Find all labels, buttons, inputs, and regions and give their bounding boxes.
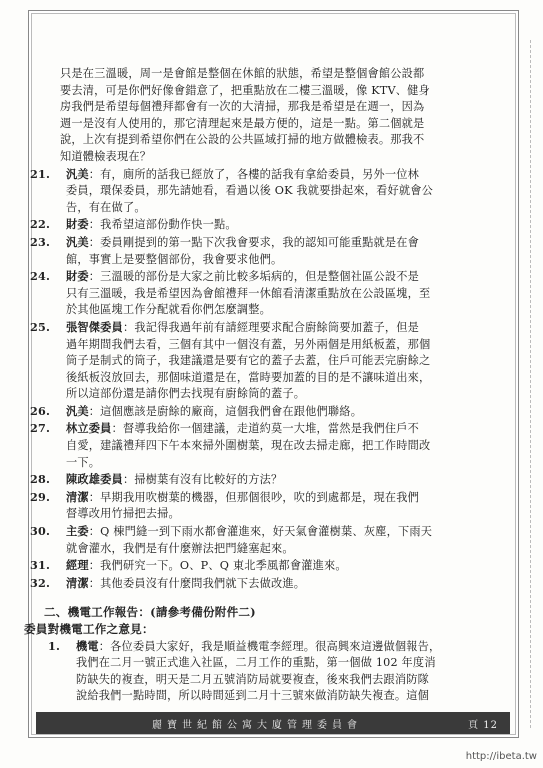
minutes-item	[30, 268, 480, 319]
section-items	[48, 638, 480, 705]
minutes-line: 過年期間我們去看，三個有其中一個沒有蓋，另外兩個是用紙板蓋，那個	[66, 337, 431, 351]
minutes-item	[30, 166, 480, 217]
report-text	[76, 638, 440, 705]
minutes-number: 31.	[30, 558, 51, 573]
minutes-item	[30, 557, 480, 575]
minutes-line	[66, 575, 480, 593]
minutes-item	[30, 489, 480, 523]
minutes-item	[30, 523, 480, 557]
minutes-line	[66, 557, 480, 575]
minutes-item	[30, 420, 480, 471]
minutes-number: 24.	[30, 269, 51, 284]
minutes-number: 30.	[30, 524, 51, 539]
minutes-line-text: ：三溫暖的部份是大家之前比較多垢病的，但是整個社區公設不是	[88, 270, 420, 284]
minutes-number: 27.	[30, 421, 51, 436]
speaker-name: 張智傑委員	[66, 319, 123, 334]
intro-line: 週一是沒有人使用的，那它清理起來是最方便的，這是一點。第二個就是	[60, 116, 425, 130]
intro-line: 知道體檢表現在？	[60, 149, 152, 163]
intro-line: 說，上次有提到希望你們在公設的公共區域打掃的地方做體檢表。那我不	[60, 133, 425, 147]
minutes-line-text: ：Q 棟門縫一到下雨水都會灌進來，好天氣會灌樹葉、灰塵，下雨天	[88, 525, 433, 539]
minutes-text	[66, 523, 480, 557]
minutes-line: 後紙板沒放回去，那個味道還是在，當時要加蓋的目的是不讓味道出來，	[66, 370, 431, 384]
watermark: http://ibeta.tw	[465, 751, 537, 762]
minutes-line	[66, 216, 480, 234]
speaker-name: 陳政雄委員	[66, 472, 123, 487]
minutes-number: 26.	[30, 403, 51, 418]
minutes-line	[66, 319, 480, 337]
minutes-line-text: ：其他委員沒有什麼問我們就下去做改進。	[88, 576, 306, 590]
minutes-line-text: ：掃樹葉有沒有比較好的方法？	[122, 473, 283, 487]
page-number: 頁 12	[468, 719, 498, 731]
minutes-item	[30, 471, 480, 489]
speaker-name: 主委	[66, 524, 89, 539]
minutes-line-text: ：早期我用吹樹葉的機器，但那個很吵，吹的到處都是，現在我們	[88, 490, 420, 504]
minutes-line	[66, 234, 480, 252]
minutes-text	[66, 403, 480, 421]
binding-margin	[530, 40, 537, 728]
minutes-number: 28.	[30, 472, 51, 487]
minutes-line: 所以這部份還是請你們去找現有廚餘筒的蓋子。	[66, 387, 306, 401]
intro-paragraph	[60, 66, 480, 166]
minutes-line	[66, 471, 480, 489]
minutes-line: 自愛，建議禮拜四下午本來掃外圍樹葉，現在改去掃走廊，把工作時間改	[66, 439, 431, 453]
minutes-line	[66, 403, 480, 421]
minutes-text	[66, 234, 480, 268]
minutes-item	[30, 319, 480, 403]
minutes-item	[30, 234, 480, 268]
minutes-item	[30, 403, 480, 421]
document-body	[24, 66, 480, 705]
minutes-text	[66, 557, 480, 575]
speaker-name: 汎美	[66, 403, 89, 418]
minutes-number: 23.	[30, 234, 51, 249]
intro-line: 要去清，可是你們好像會錯意了，把重點放在二樓三溫暖，像 KTV、健身	[60, 83, 430, 97]
minutes-line-text: ：我希望這部份動作快一點。	[88, 218, 237, 232]
speaker-name: 清潔	[66, 489, 89, 504]
minutes-number: 21.	[30, 166, 51, 181]
minutes-line: 督導改用竹掃把去掃。	[66, 507, 180, 521]
minutes-line-text: ：我們研究一下。O、P、Q 東北季風都會灌進來。	[88, 559, 347, 573]
speaker-name: 財委	[66, 269, 89, 284]
intro-line: 只是在三溫暖，周一是會館是整個在休館的狀態，希望是整個會館公設都	[60, 67, 425, 80]
speaker-name: 林立委員	[66, 421, 112, 436]
speaker-name: 汎美	[66, 166, 89, 181]
minutes-text	[66, 216, 480, 234]
minutes-line-text: ：有，廁所的話我已經放了，各樓的話我有拿給委員，另外一位林	[88, 167, 420, 181]
minutes-text	[66, 575, 480, 593]
report-line: 說給我們一點時間，所以時間延到二月十三號來做消防缺失複查。這個	[76, 689, 430, 703]
minutes-line: 告，有在做了。	[66, 200, 146, 214]
report-number: 1.	[48, 638, 61, 653]
minutes-line: 筒子是制式的筒子，我建議還是要有它的蓋子去蓋，住戶可能丟完廚餘之	[66, 354, 431, 368]
section-subtitle: 委員對機電工作之意見：	[24, 622, 154, 636]
report-line-text: ：各位委員大家好，我是順益機電李經理。很高興來這邊做個報告，	[98, 639, 441, 653]
minutes-text	[66, 420, 480, 471]
minutes-text	[66, 268, 480, 319]
minutes-line-text: ：督導我給你一個建議，走道約莫一大堆，當然是我們住戶不	[111, 422, 420, 436]
minutes-number: 29.	[30, 489, 51, 504]
minutes-text	[66, 319, 480, 403]
minutes-line: 就會灌水，我們是有什麼辦法把門縫塞起來。	[66, 541, 294, 555]
minutes-line: 館，事實上是要整個部份，我會要求他們。	[66, 252, 283, 266]
report-line: 我們在二月一號正式進入社區，二月工作的重點，第一個做 102 年度消	[76, 656, 436, 670]
report-line	[76, 638, 440, 656]
minutes-line	[66, 523, 480, 541]
minutes-text	[66, 489, 480, 523]
minutes-line	[66, 420, 480, 438]
section-title: 二、機電工作報告：(請參考備份附件二)	[44, 605, 256, 620]
minutes-line-text: ：委員剛提到的第一點下次我會要求，我的認知可能重點就是在會	[88, 235, 420, 249]
speaker-name: 機電	[76, 638, 99, 653]
minutes-line: 一下。	[66, 455, 101, 469]
report-line: 防缺失的複查，明天是二月五號消防局就要複查，後來我們去跟消防隊	[76, 672, 430, 686]
speaker-name: 汎美	[66, 234, 89, 249]
minutes-text	[66, 471, 480, 489]
minutes-line	[66, 268, 480, 286]
speaker-name: 經理	[66, 558, 89, 573]
intro-line: 房我們是希望每個禮拜都會有一次的大清掃，那我是希望是在週一，因為	[60, 100, 425, 114]
speaker-name: 財委	[66, 217, 89, 232]
minutes-number: 32.	[30, 575, 51, 590]
minutes-item	[30, 216, 480, 234]
minutes-line: 於其他區塊工作分配就看你們怎麼調整。	[66, 303, 271, 317]
speaker-name: 清潔	[66, 575, 89, 590]
minutes-text	[66, 166, 480, 217]
minutes-item	[30, 575, 480, 593]
minutes-line	[66, 489, 480, 507]
report-item	[48, 638, 480, 705]
minutes-items	[30, 166, 480, 593]
minutes-number: 25.	[30, 319, 51, 334]
minutes-number: 22.	[30, 217, 51, 232]
minutes-line-text: ：這個應該是廚餘的廠商，這個我們會在跟他們聯絡。	[88, 404, 363, 418]
footer-title: 麗寶世紀館公寓大廈管理委員會	[152, 719, 362, 731]
minutes-line: 只有三溫暖，我是希望因為會館禮拜一休館看清潔重點放在公設區塊，至	[66, 286, 431, 300]
page-footer	[36, 712, 510, 734]
minutes-line	[66, 166, 480, 184]
minutes-line-text: ：我記得我過年前有請經理要求配合廚餘筒要加蓋子，但是	[122, 320, 420, 334]
minutes-line: 委員，環保委員，那先請她看，看過以後 OK 我就要掛起來，看好就會公	[66, 184, 434, 198]
